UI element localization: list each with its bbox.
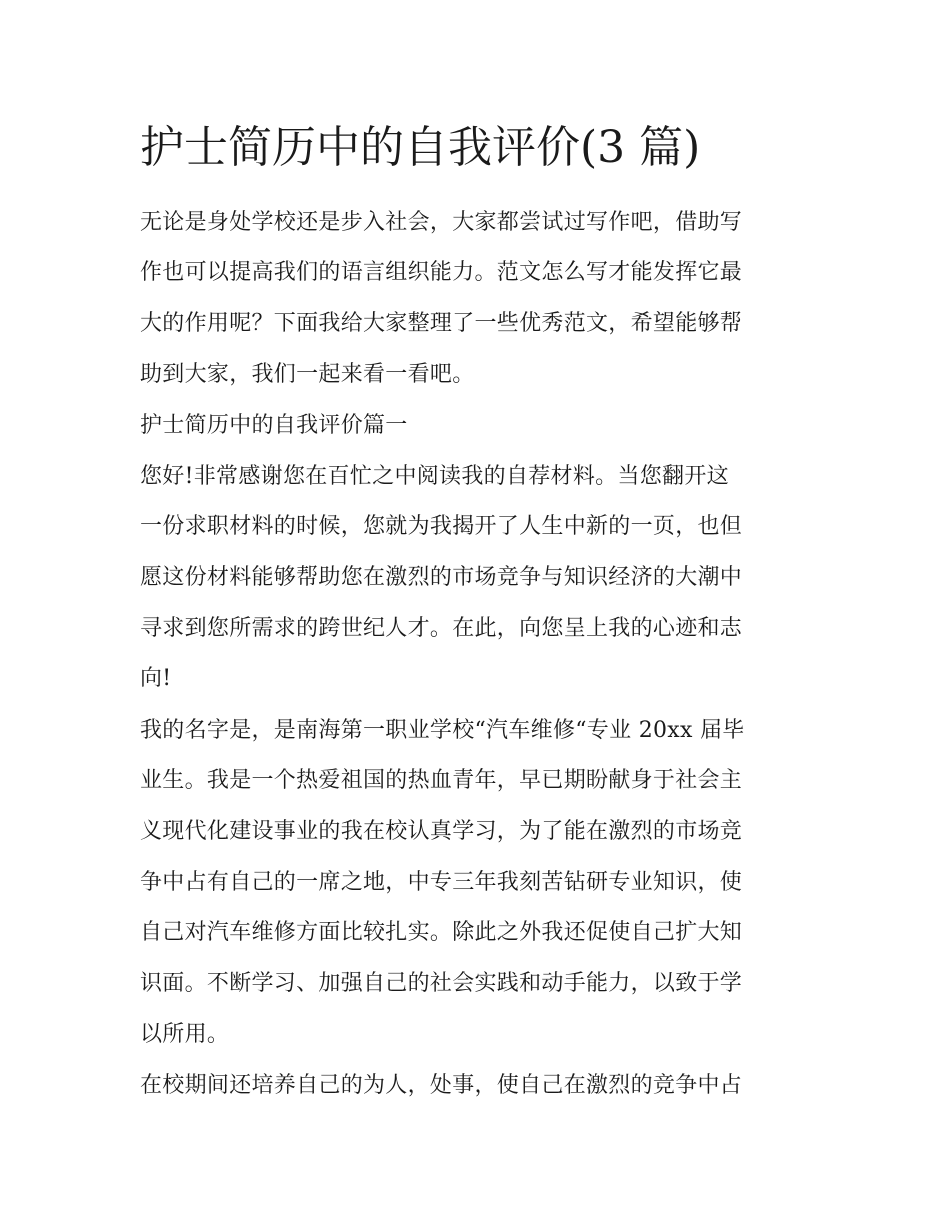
- paragraph-2-line-2: 业生。我是一个热爱祖国的热血青年，早已期盼献身于社会主: [140, 768, 743, 793]
- paragraph-1-line-2: 一份求职材料的时候，您就为我揭开了人生中新的一页，也但: [140, 514, 743, 539]
- document-title: 护士简历中的自我评价(3 篇): [140, 122, 701, 173]
- paragraph-3-line-1: 在校期间还培养自己的为人，处事，使自己在激烈的竞争中占: [140, 1073, 743, 1098]
- paragraph-1-line-4: 寻求到您所需求的跨世纪人才。在此，向您呈上我的心迹和志: [140, 616, 743, 641]
- paragraph-2-line-6: 识面。不断学习、加强自己的社会实践和动手能力，以致于学: [140, 971, 743, 996]
- paragraph-1-line-5: 向!: [140, 666, 172, 691]
- intro-line-3: 大的作用呢？下面我给大家整理了一些优秀范文，希望能够帮: [140, 311, 743, 336]
- paragraph-2-line-4: 争中占有自己的一席之地，中专三年我刻苦钻研专业知识，使: [140, 870, 743, 895]
- paragraph-2-line-5: 自己对汽车维修方面比较扎实。除此之外我还促使自己扩大知: [140, 920, 743, 945]
- paragraph-2-line-1: 我的名字是，是南海第一职业学校“汽车维修“专业 20xx 届毕: [140, 718, 745, 743]
- paragraph-1-line-3: 愿这份材料能够帮助您在激烈的市场竞争与知识经济的大潮中: [140, 565, 743, 590]
- paragraph-2-line-7: 以所用。: [140, 1022, 230, 1047]
- section-heading-1: 护士简历中的自我评价篇一: [140, 413, 408, 438]
- intro-line-2: 作也可以提高我们的语言组织能力。范文怎么写才能发挥它最: [140, 260, 743, 285]
- paragraph-2-line-3: 义现代化建设事业的我在校认真学习，为了能在激烈的市场竞: [140, 819, 743, 844]
- paragraph-1-line-1: 您好!非常感谢您在百忙之中阅读我的自荐材料。当您翻开这: [140, 464, 729, 489]
- intro-line-1: 无论是身处学校还是步入社会，大家都尝试过写作吧，借助写: [140, 210, 743, 235]
- intro-line-4: 助到大家，我们一起来看一看吧。: [140, 362, 475, 387]
